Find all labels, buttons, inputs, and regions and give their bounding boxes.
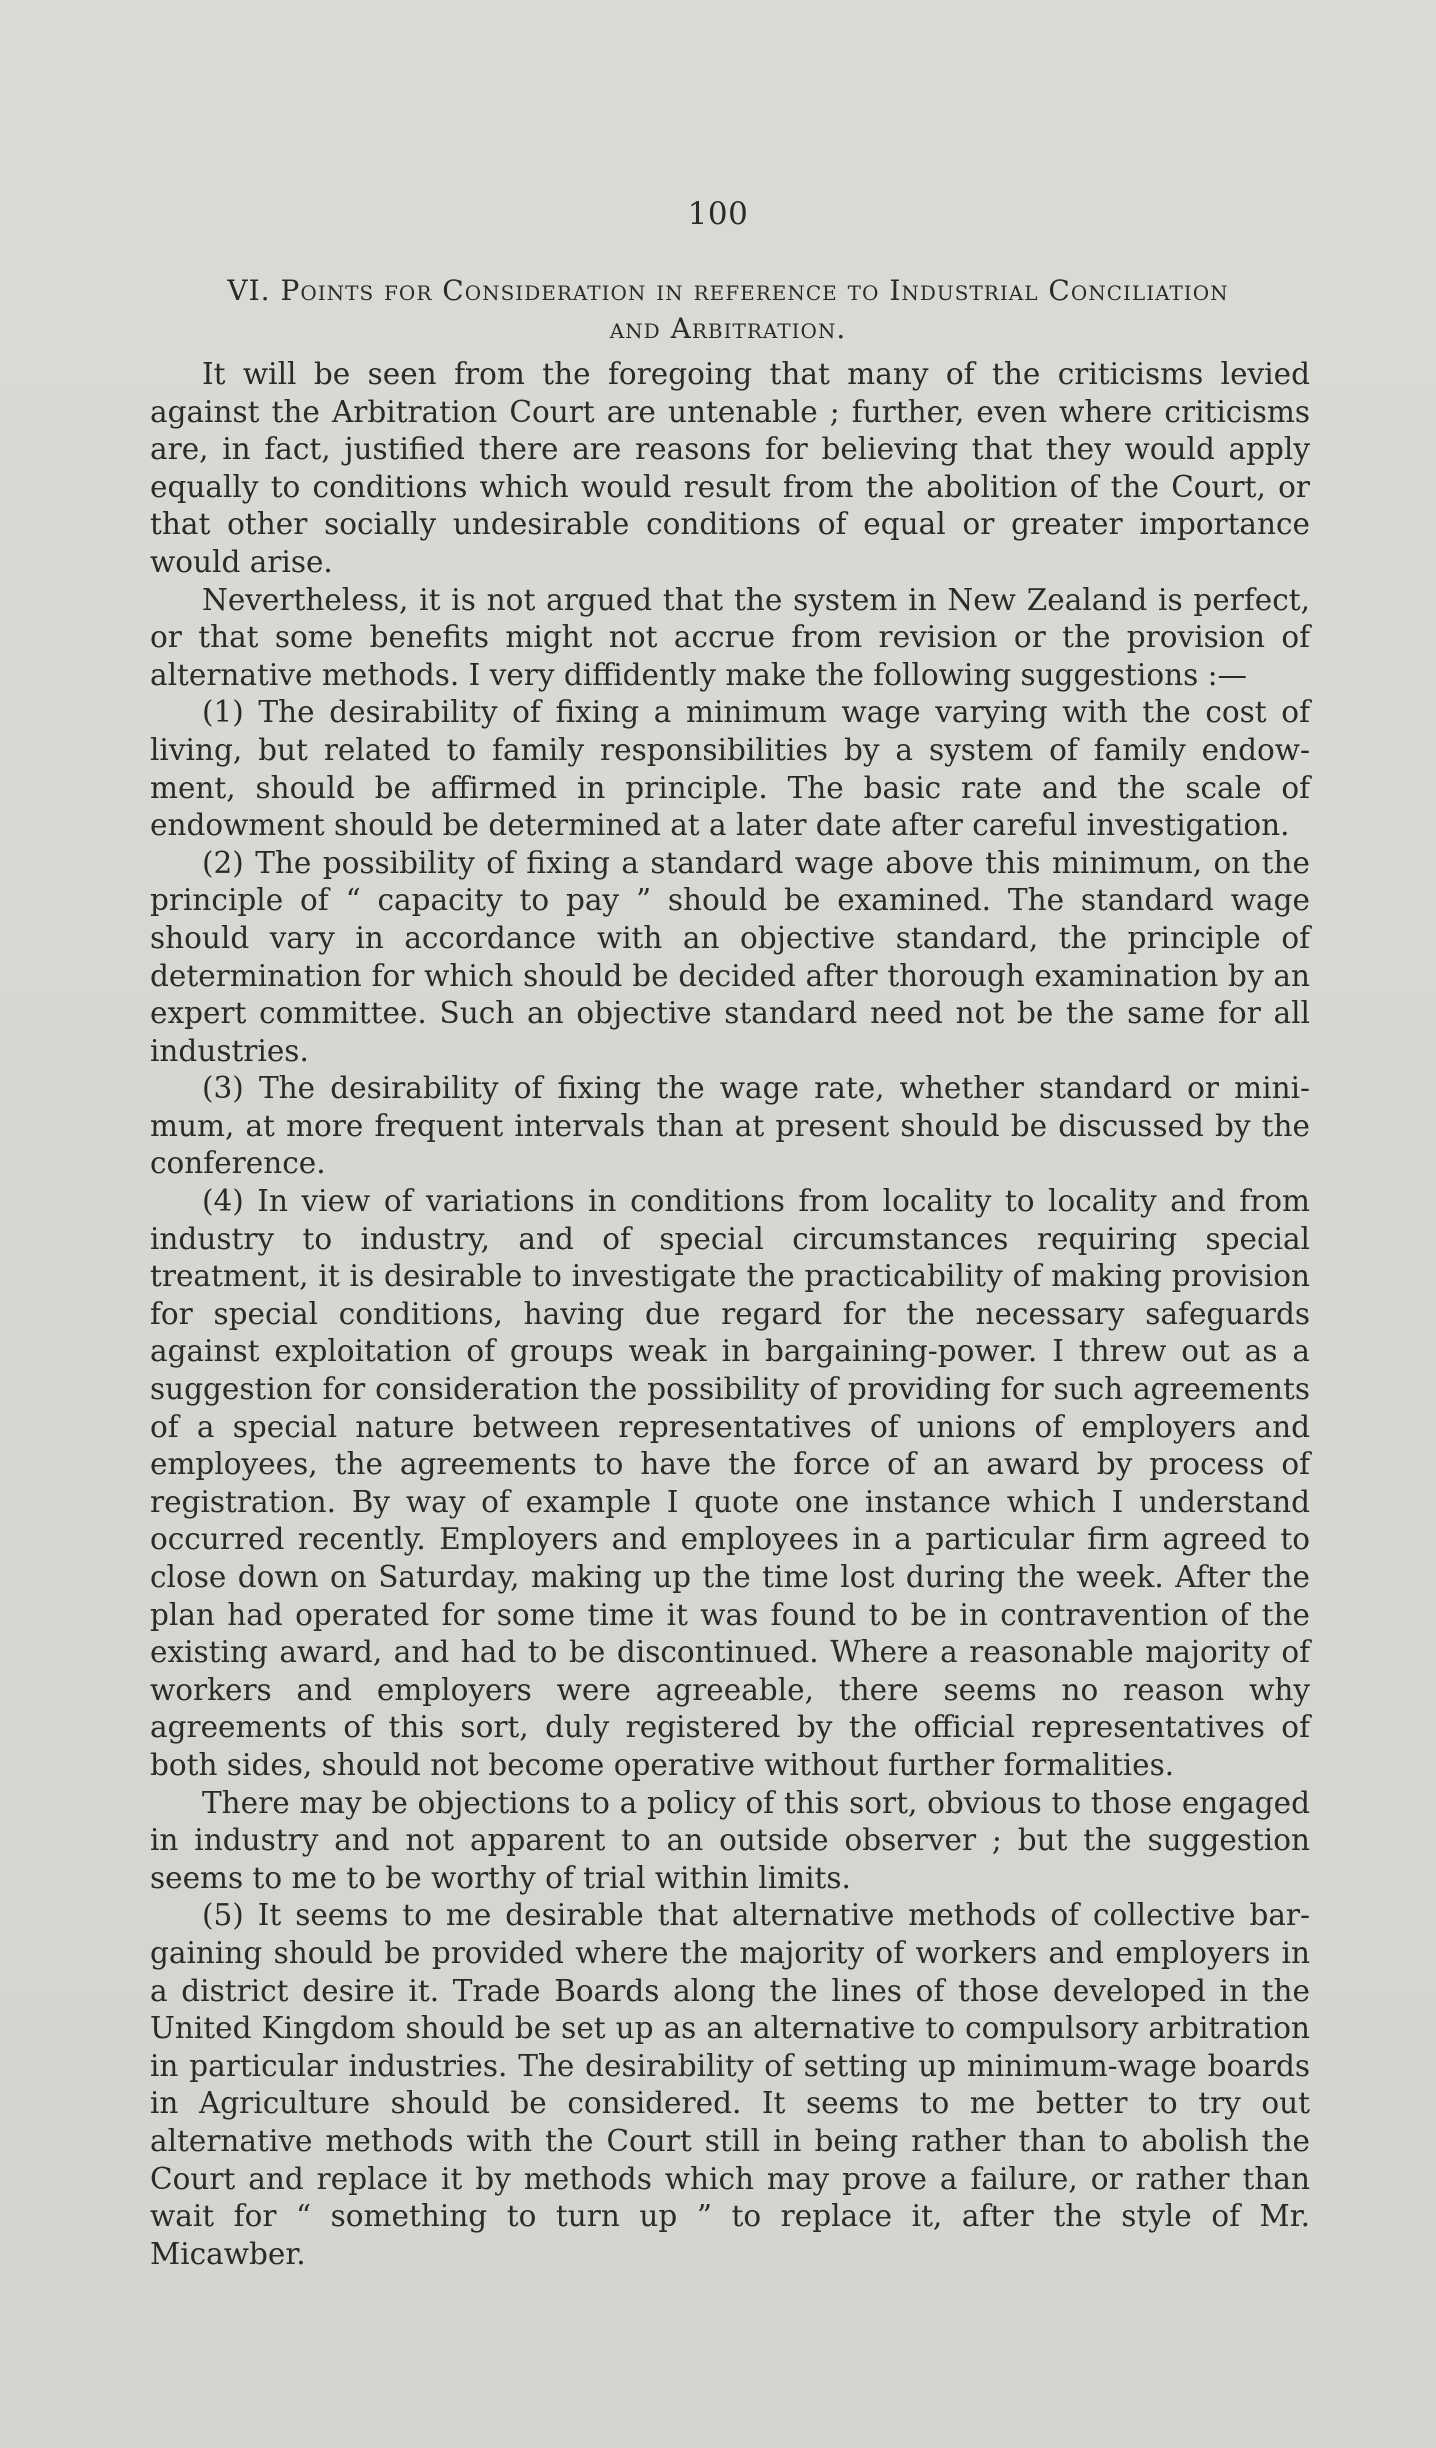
section-heading [148,272,1308,348]
paragraph-objections: There may be objections to a policy of this sort, obvious to those engaged in industry and not apparent to an outside observer ; but the suggestion seems to me to be worthy of trial within limits. [150,1785,1310,1895]
section-heading-line-1: VI. Points for Consideration in reference to Industrial Conciliation [227,274,1229,307]
paragraph-intro: It will be seen from the foregoing that many of the criticisms levied against the Arbitration Court are untenable ; further, even where criticisms are, in fact, justified there are reasons for believing that they would apply equally to conditions which would result from the abolition of the Court, or that other socially undesirable conditions of equal or greater importance would arise. [150,357,1310,579]
paragraph-suggestion-4: (4) In view of variations in conditions from locality to locality and from industry to industry, and of special circumstances requiring special treatment, it is desirable to investigate the practicability of making provision for special conditions, having due regard for the necessary safeguards against exploitation of groups weak in bargaining-power. I threw out as a suggestion for consideration the possibility of providing for such agreements of a special nature between representatives of unions of employers and employees, the agreements to have the force of an award by process of registration. By way of example I quote one instance which I understand occurred recently. Employers and employees in a particular firm agreed to close down on Saturday, making up the time lost during the week. After the plan had operated for some time it was found to be in contravention of the existing award, and had to be discontinued. Where a reasonable majority of workers and employers were agreeable, there seems no reason why agreements of this sort, duly registered by the official representatives of both sides, should not become operative without further formalities. [150,1184,1310,1782]
paragraph-suggestion-5: (5) It seems to me desirable that alternative methods of collective bargaining should be provided where the majority of workers and employers in a district desire it. Trade Boards along the lines of those developed in the United Kingdom should be set up as an alternative to compulsory arbitration in particular industries. The desirability of setting up minimum-wage boards in Agriculture should be considered. It seems to me better to try out alternative methods with the Court still in being rather than to abolish the Court and replace it by methods which may prove a failure, or rather than wait for “ something to turn up ” to replace it, after the style of Mr. Micawber. [150,1898,1310,2271]
paragraph-suggestion-3: (3) The desirability of fixing the wage rate, whether standard or minimum, at more frequent intervals than at present should be discussed by the conference. [150,1071,1310,1181]
section-heading-line-2: and Arbitration. [609,312,847,345]
page-number: 100 [687,196,749,232]
paragraph-suggestion-1: (1) The desirability of fixing a minimum wage varying with the cost of living, but related to family responsibilities by a system of family endowment, should be affirmed in principle. The basic rate and the scale of endowment should be determined at a later date after careful investigation. [150,695,1310,843]
paragraph-suggestion-2: (2) The possibility of fixing a standard wage above this minimum, on the principle of “ capacity to pay ” should be examined. The standard wage should vary in accordance with an objective standard, the principle of determination for which should be decided after thorough examination by an expert committee. Such an objective standard need not be the same for all industries. [150,845,1310,1068]
paragraph-nevertheless: Nevertheless, it is not argued that the system in New Zealand is perfect, or that some benefits might not accrue from revision or the provision of alternative methods. I very diffidently make the following suggestions :— [150,582,1310,692]
body-text [150,356,1310,2273]
